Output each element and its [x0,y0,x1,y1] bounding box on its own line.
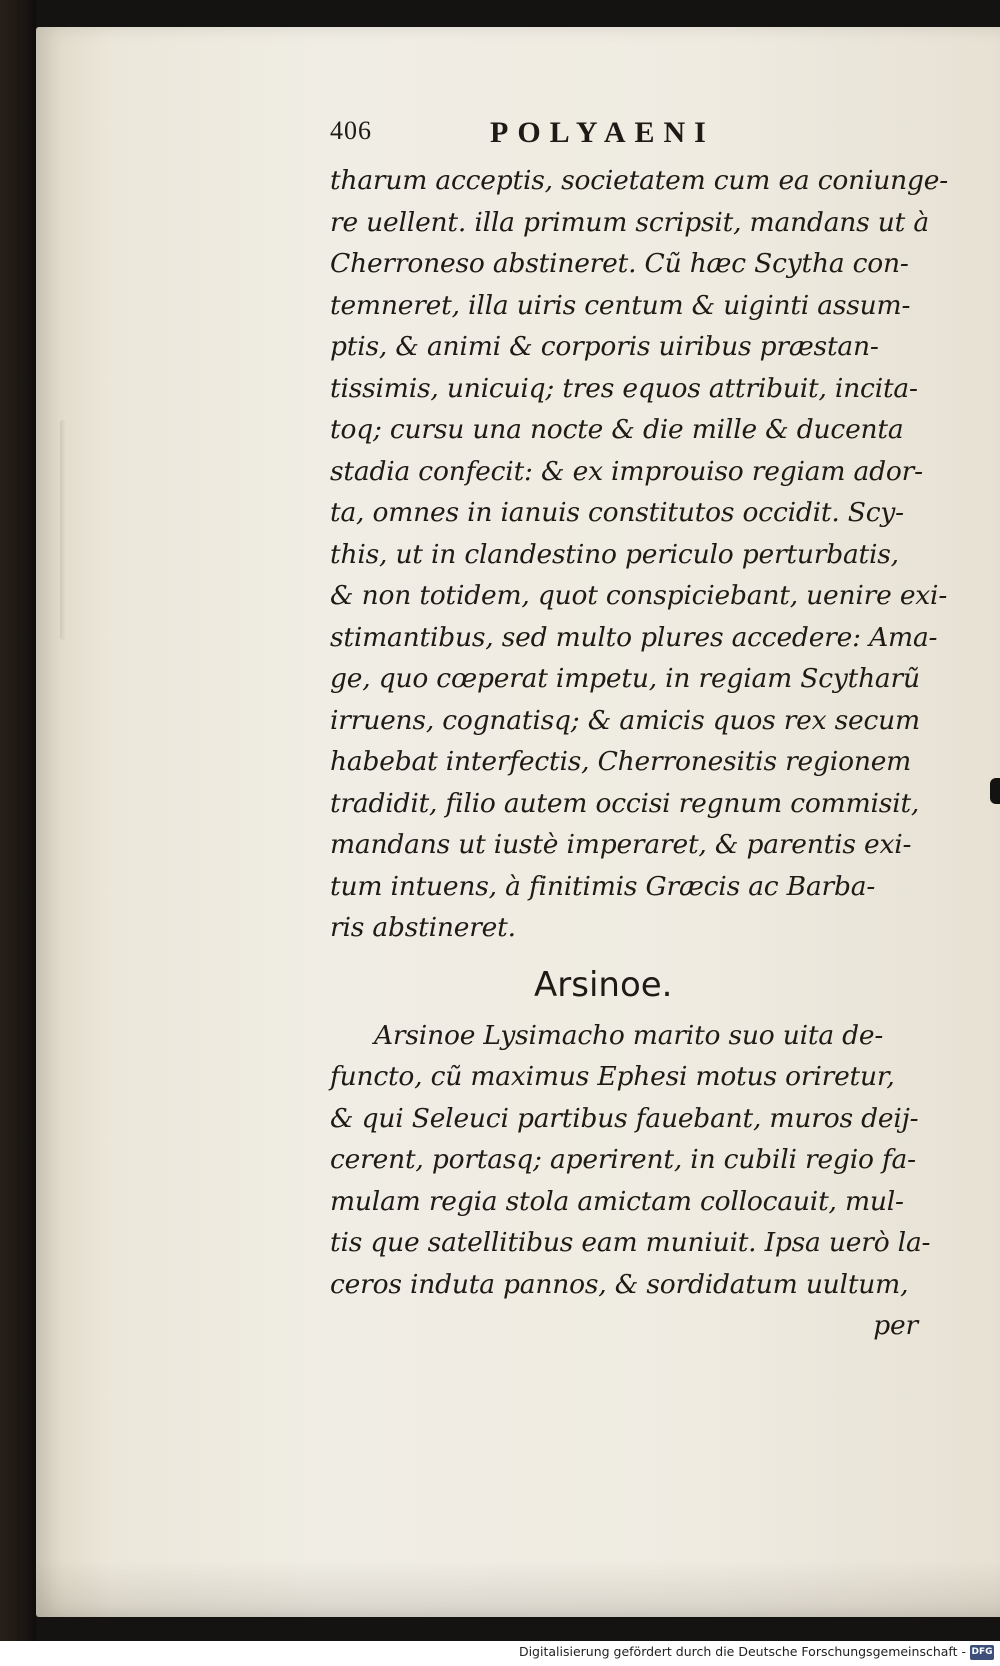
text-line: tharum acceptis, societatem cum ea coniunge- [330,165,949,196]
text-line: tum intuens, à finitimis Græcis ac Barba- [330,870,876,902]
text-line: & qui Seleuci partibus fauebant, muros deij- [330,1102,919,1134]
text-line: stadia confecit: & ex improuiso regiam ador- [330,455,923,487]
text-line: tissimis, unicuiq; tres equos attribuit, incita- [330,372,918,404]
page-bottom-shadow [36,1560,1000,1617]
text-line: & non totidem, quot conspiciebant, uenire exi- [330,580,948,611]
text-line: irruens, cognatisq; & amicis quos rex secum [330,704,920,736]
book-author-title: POLYAENI [490,116,715,149]
text-line: this, ut in clandestino periculo perturbatis, [330,538,899,570]
dfg-logo-icon: DFG [970,1645,994,1660]
text-line: ge, quo cœperat impetu, in regiam Scytharũ [330,663,920,694]
text-block [330,160,949,1347]
text-line: habebat interfectis, Cherronesitis regionem [330,746,912,777]
running-head [330,116,850,152]
text-line: re uellent. illa primum scripsit, mandans ut à [330,206,929,238]
footer-bar [0,1641,1000,1666]
text-line: ptis, & animi & corporis uiribus præstan- [330,331,879,362]
text-line: stimantibus, sed multo plures accedere: Ama- [330,621,938,653]
text-line: tradidit, filio autem occisi regnum commisit, [330,787,920,819]
text-line: cerent, portasq; aperirent, in cubili regio fa- [330,1144,916,1175]
text-line: mulam regia stola amictam collocauit, mul- [330,1185,904,1217]
section-heading: Arsinoe. [534,964,673,1005]
text-line: functo, cũ maximus Ephesi motus oriretur, [330,1061,895,1092]
text-line: Cherroneso abstineret. Cũ hæc Scytha con- [330,248,909,279]
funding-credit: Digitalisierung gefördert durch die Deutsche Forschungsgemeinschaft - [518,1644,966,1659]
text-line: tis que satellitibus eam muniuit. Ipsa uerò la- [330,1227,931,1258]
page-edge-notch [990,778,1000,804]
catchword: per [873,1310,918,1341]
text-line: temneret, illa uiris centum & uiginti assum- [330,289,911,321]
text-line: ta, omnes in ianuis constitutos occidit. Scy- [330,497,904,528]
text-line: ceros induta pannos, & sordidatum uultum, [330,1268,909,1300]
book-spine [0,0,36,1666]
text-line: ris abstineret. [330,912,516,943]
text-line: toq; cursu una nocte & die mille & ducenta [330,414,904,445]
text-line: Arsinoe Lysimacho marito suo uita de- [374,1019,884,1051]
page-number: 406 [330,116,372,145]
text-line: mandans ut iustè imperaret, & parentis exi- [330,829,912,860]
page-crease [60,420,66,640]
